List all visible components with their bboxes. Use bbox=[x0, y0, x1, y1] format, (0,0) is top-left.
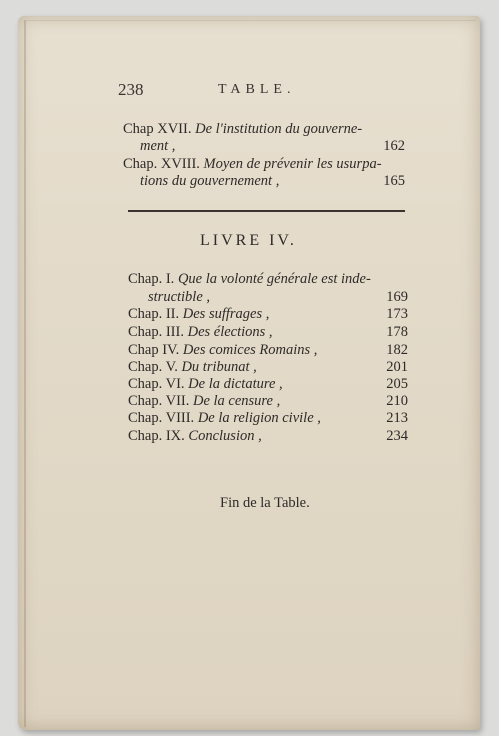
page-ref: 173 bbox=[386, 306, 408, 322]
toc-entry bbox=[128, 375, 408, 393]
chapter-label: Chap. XVIII. bbox=[123, 156, 200, 172]
page-ref: 210 bbox=[386, 393, 408, 409]
toc-entry bbox=[123, 155, 405, 173]
chapter-label: Chap. VI. bbox=[128, 376, 185, 392]
chapter-label: Chap XVII. bbox=[123, 121, 192, 137]
chapter-label: Chap. V. bbox=[128, 359, 178, 375]
toc-entry bbox=[128, 427, 408, 445]
section-rule bbox=[128, 210, 405, 212]
page-ref: 165 bbox=[383, 173, 405, 189]
chapter-title: Que la volonté générale est inde- bbox=[177, 271, 371, 287]
toc-entry-continuation bbox=[148, 288, 408, 306]
toc-entry bbox=[128, 409, 408, 427]
chapter-label: Chap. II. bbox=[128, 306, 180, 322]
page-ref: 169 bbox=[386, 289, 408, 305]
toc-entry-continuation bbox=[140, 172, 405, 190]
chapter-title: De l'institution du gouverne- bbox=[195, 121, 363, 137]
page-ref: 182 bbox=[386, 342, 408, 358]
chapter-title: De la dictature , bbox=[188, 376, 283, 392]
running-head: TABLE. bbox=[218, 82, 296, 97]
chapter-label: Chap. III. bbox=[128, 324, 184, 340]
end-of-table: Fin de la Table. bbox=[220, 495, 310, 511]
toc-entry bbox=[128, 392, 408, 410]
chapter-label: Chap. IX. bbox=[128, 428, 185, 444]
chapter-label: Chap IV. bbox=[128, 342, 180, 358]
page-ref: 234 bbox=[386, 428, 408, 444]
toc-entry bbox=[128, 305, 408, 323]
chapter-title: De la censure , bbox=[192, 393, 281, 409]
chapter-label: Chap. VII. bbox=[128, 393, 190, 409]
toc-entry-continuation bbox=[140, 137, 405, 155]
chapter-title: Conclusion , bbox=[188, 428, 262, 444]
chapter-title: De la religion civile , bbox=[197, 410, 321, 426]
toc-entry bbox=[128, 270, 408, 288]
page-header bbox=[110, 80, 410, 102]
page-ref: 201 bbox=[386, 359, 408, 375]
chapter-title: Du tribunat , bbox=[181, 359, 257, 375]
toc-entry bbox=[128, 323, 408, 341]
chapter-label: Chap. VIII. bbox=[128, 410, 195, 426]
chapter-title-cont: structible , bbox=[148, 289, 211, 305]
page-ref: 213 bbox=[386, 410, 408, 426]
chapter-title: Moyen de prévenir les usurpa- bbox=[203, 156, 382, 172]
page-ref: 178 bbox=[386, 324, 408, 340]
chapter-title-cont: tions du gouvernement , bbox=[140, 173, 280, 189]
chapter-title: Des comices Romains , bbox=[182, 342, 318, 358]
toc-entry bbox=[128, 341, 408, 359]
chapter-title: Des suffrages , bbox=[182, 306, 270, 322]
book-heading: LIVRE IV. bbox=[200, 232, 297, 249]
chapter-title-cont: ment , bbox=[140, 138, 176, 154]
toc-entry bbox=[123, 120, 405, 138]
chapter-label: Chap. I. bbox=[128, 271, 175, 287]
page-ref: 162 bbox=[383, 138, 405, 154]
page-ref: 205 bbox=[386, 376, 408, 392]
chapter-title: Des élections , bbox=[187, 324, 273, 340]
page-number: 238 bbox=[118, 80, 144, 99]
toc-entry bbox=[128, 358, 408, 376]
